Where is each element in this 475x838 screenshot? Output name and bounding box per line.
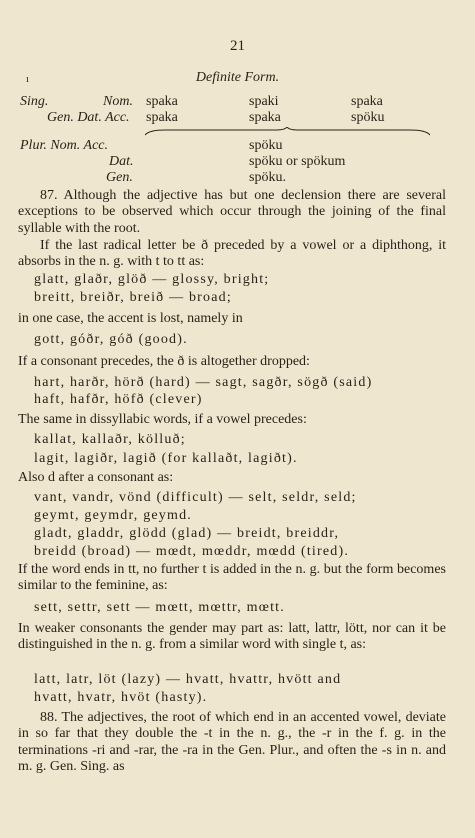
- sing-gen-f: spaka: [249, 110, 281, 125]
- example-gladt: gladt, gladdr, glödd (glad) — breidt, breiddr,: [34, 526, 340, 541]
- sing-label: Sing.: [20, 94, 49, 109]
- example-gott: gott, góðr, góð (good).: [34, 332, 188, 347]
- example-kallat: kallat, kallaðr, kölluð;: [34, 432, 186, 447]
- paragraph-88: 88. The adjectives, the root of which end in an accented vowel, deviate in so far that they double the -t in the n. g., the -r in the f. g. in the terminations -ri and -rar, the -ra in the Gen. Plur., and often the -s in n. and m. g. Gen. Sing. as: [18, 710, 446, 774]
- paragraph-tt: If the word ends in tt, no further t is added in the n. g. but the form becomes similar to the feminine, as:: [18, 562, 446, 594]
- paragraph-accent: in one case, the accent is lost, namely in: [18, 311, 243, 326]
- example-haft: haft, hafðr, höfð (clever): [34, 392, 203, 407]
- paragraph-consonant: If a consonant precedes, the ð is altogether dropped:: [18, 354, 310, 369]
- plur-nom-form: spöku: [249, 138, 283, 153]
- example-hart: hart, harðr, hörð (hard) — sagt, sagðr, sögð (said): [34, 375, 373, 390]
- example-breitt: breitt, breiðr, breið — broad;: [34, 290, 232, 305]
- page-number: 21: [230, 38, 245, 54]
- paragraph-weaker: In weaker consonants the gender may part as: latt, lattr, lött, nor can it be distinguished in the n. g. from a similar word with single t, as:: [18, 621, 446, 653]
- example-breidd: breidd (broad) — mœdt, mœddr, mœdd (tired).: [34, 544, 350, 559]
- plur-nom-acc-label: Plur. Nom. Acc.: [20, 138, 109, 153]
- plur-dat-form: spöku or spökum: [249, 154, 346, 169]
- example-sett: sett, settr, sett — mœtt, mœttr, mœtt.: [34, 600, 285, 615]
- brace-line: [145, 127, 430, 137]
- nom-label: Nom.: [103, 94, 133, 109]
- margin-mark: ı: [26, 74, 29, 85]
- sing-gen-m: spaka: [146, 110, 178, 125]
- gen-label: Gen.: [106, 170, 133, 185]
- example-latt: latt, latr, löt (lazy) — hvatt, hvattr, hvött and: [34, 672, 342, 687]
- sing-nom-f: spaki: [249, 94, 279, 109]
- sing-nom-m: spaka: [146, 94, 178, 109]
- paragraph-radical: If the last radical letter be ð preceded by a vowel or a diphthong, it absorbs in the n. g. with t to tt as:: [18, 238, 446, 270]
- gen-dat-acc-label: Gen. Dat. Acc.: [47, 110, 130, 125]
- example-geymt: geymt, geymdr, geymd.: [34, 508, 193, 523]
- plur-gen-form: spöku.: [249, 170, 286, 185]
- section-heading: Definite Form.: [195, 70, 280, 85]
- sing-nom-n: spaka: [351, 94, 383, 109]
- paragraph-dissyllabic: The same in dissyllabic words, if a vowel precedes:: [18, 412, 307, 427]
- paragraph-87: 87. Although the adjective has but one declension there are several exceptions to be observed which occur through the joining of the final syllable with the root.: [18, 188, 446, 236]
- example-glatt: glatt, glaðr, glöð — glossy, bright;: [34, 272, 270, 287]
- sing-gen-n: spöku: [351, 110, 385, 125]
- example-hvatt: hvatt, hvatr, hvöt (hasty).: [34, 690, 208, 705]
- example-vant: vant, vandr, vönd (difficult) — selt, seldr, seld;: [34, 490, 357, 505]
- paragraph-after-consonant: Also d after a consonant as:: [18, 470, 174, 485]
- dat-label: Dat.: [109, 154, 134, 169]
- example-lagit: lagit, lagiðr, lagið (for kallaðt, lagiðt).: [34, 451, 298, 466]
